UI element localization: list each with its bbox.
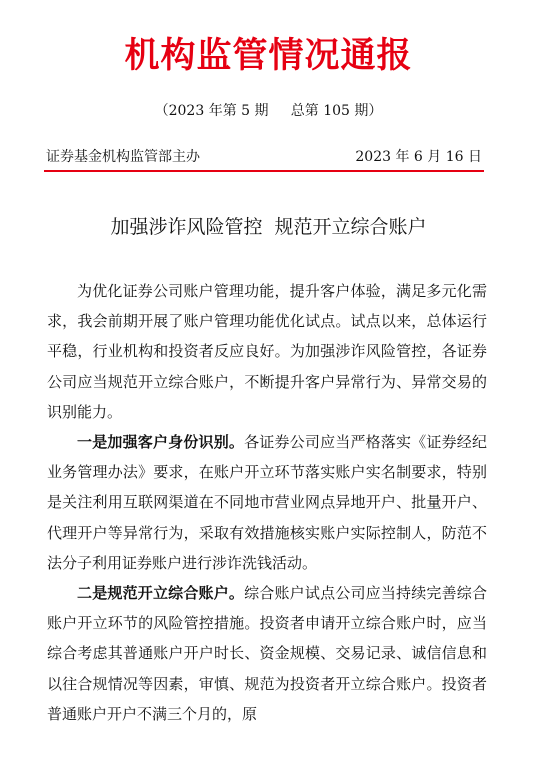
article-body [47, 276, 487, 729]
paragraph-2 [47, 427, 487, 578]
article-title: 加强涉诈风险管控 规范开立综合账户 [110, 216, 427, 238]
publication-info [46, 146, 482, 166]
organizer: 证券基金机构监管部主办 [46, 149, 200, 165]
red-divider [44, 170, 484, 172]
issue-number: （2023 年第 5 期 总第 105 期） [154, 103, 383, 119]
paragraph-1 [47, 276, 487, 427]
paragraph-3-text: 综合账户试点公司应当持续完善综合账户开立环节的风险管控措施。投资者申请开立综合账户时，应当综合考虑其普通账户开户时长、资金规模、交易记录、诚信信息和以往合规情况等因素，审慎、规范为投资者开立综合账户。投资者普通账户开户不满三个月的，原 [47, 584, 487, 723]
paragraph-3 [47, 578, 487, 729]
newsletter-masthead: 机构监管情况通报 [124, 36, 413, 76]
paragraph-2-text: 各证券公司应当严格落实《证券经纪业务管理办法》要求，在账户开立环节落实账户实名制要求，特别是关注利用互联网渠道在不同地市营业网点异地开户、批量开户、代理开户等异常行为，采取有效措施核实账户实际控制人，防范不法分子利用证券账户进行涉诈洗钱活动。 [47, 433, 487, 572]
paragraph-1-text: 为优化证券公司账户管理功能，提升客户体验，满足多元化需求，我会前期开展了账户管理功能优化试点。试点以来，总体运行平稳，行业机构和投资者反应良好。为加强涉诈风险管控，各证券公司应当规范开立综合账户，不断提升客户异常行为、异常交易的识别能力。 [47, 282, 487, 421]
paragraph-2-lead: 一是加强客户身份识别。 [77, 433, 245, 452]
paragraph-3-lead: 二是规范开立综合账户。 [77, 584, 245, 603]
publish-date: 2023 年 6 月 16 日 [355, 149, 482, 165]
